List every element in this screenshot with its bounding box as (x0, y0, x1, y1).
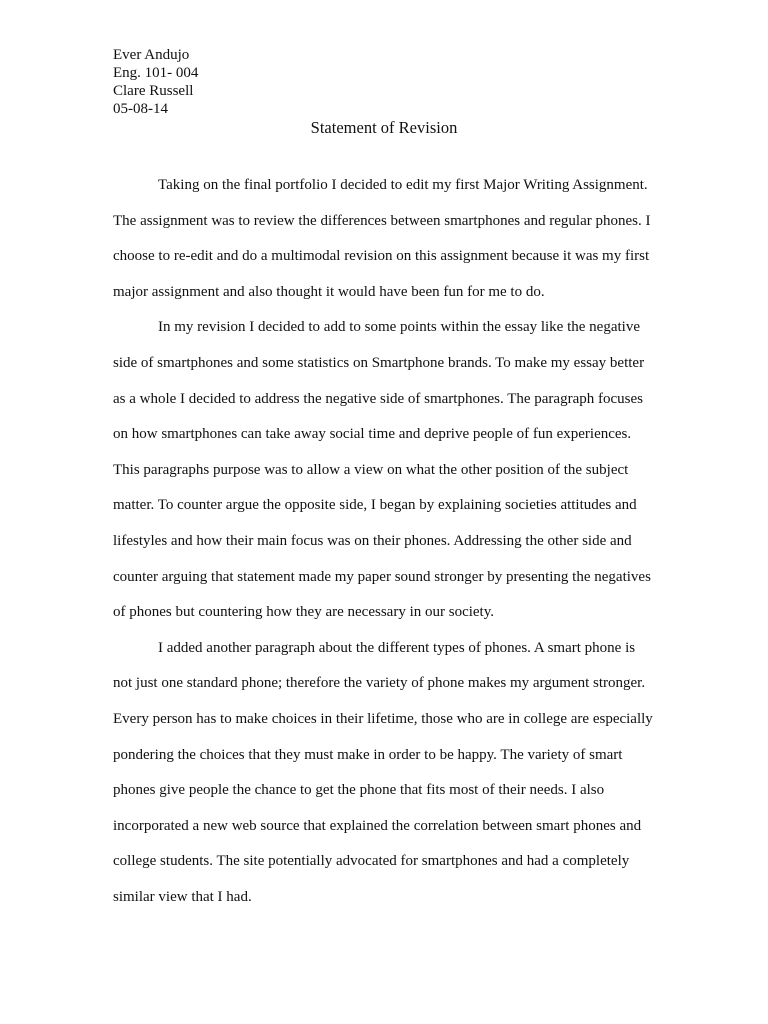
paragraph-line: This paragraphs purpose was to allow a view on what the other position of the subject (113, 461, 629, 478)
author-name: Ever Andujo (113, 47, 190, 63)
paragraph-line: I added another paragraph about the different types of phones. A smart phone is (158, 639, 636, 656)
instructor-name: Clare Russell (113, 83, 194, 99)
document-title: Statement of Revision (310, 118, 458, 137)
paragraph-line: similar view that I had. (113, 888, 252, 905)
course-code: Eng. 101- 004 (113, 65, 199, 81)
paragraph-line: The assignment was to review the differences between smartphones and regular phones. I (113, 212, 651, 229)
document-header (113, 46, 198, 118)
document-body (113, 173, 673, 920)
paragraph-line: In my revision I decided to add to some points within the essay like the negative (158, 319, 640, 336)
paragraph-line: phones give people the chance to get the phone that fits most of their needs. I also (113, 782, 605, 799)
paragraph-line: choose to re-edit and do a multimodal revision on this assignment because it was my first (113, 248, 650, 265)
paragraph-line: of phones but countering how they are necessary in our society. (113, 604, 494, 621)
paragraph-line: pondering the choices that they must make in order to be happy. The variety of smart (113, 746, 623, 763)
document-date: 05-08-14 (113, 101, 168, 117)
paragraph-line: on how smartphones can take away social time and deprive people of fun experiences. (113, 426, 632, 443)
paragraph-line: not just one standard phone; therefore the variety of phone makes my argument stronger. (113, 675, 646, 692)
paragraph-line: counter arguing that statement made my paper sound stronger by presenting the negatives (113, 568, 651, 585)
paragraph-line: side of smartphones and some statistics on Smartphone brands. To make my essay better (113, 354, 645, 371)
paragraph-line: as a whole I decided to address the negative side of smartphones. The paragraph focuses (113, 390, 643, 407)
paragraph-line: lifestyles and how their main focus was on their phones. Addressing the other side and (113, 532, 632, 549)
paragraph-line: Taking on the final portfolio I decided to edit my first Major Writing Assignment. (158, 177, 648, 193)
paragraph-1 (113, 173, 673, 315)
paragraph-line: major assignment and also thought it would have been fun for me to do. (113, 283, 545, 300)
paragraph-line: matter. To counter argue the opposite side, I began by explaining societies attitudes and (113, 497, 637, 514)
paragraph-line: Every person has to make choices in their lifetime, those who are in college are especially (113, 710, 653, 727)
paragraph-3 (113, 636, 673, 921)
paragraph-line: incorporated a new web source that explained the correlation between smart phones and (113, 817, 642, 834)
paragraph-line: college students. The site potentially advocated for smartphones and had a completely (113, 853, 630, 870)
paragraph-2 (113, 315, 673, 635)
